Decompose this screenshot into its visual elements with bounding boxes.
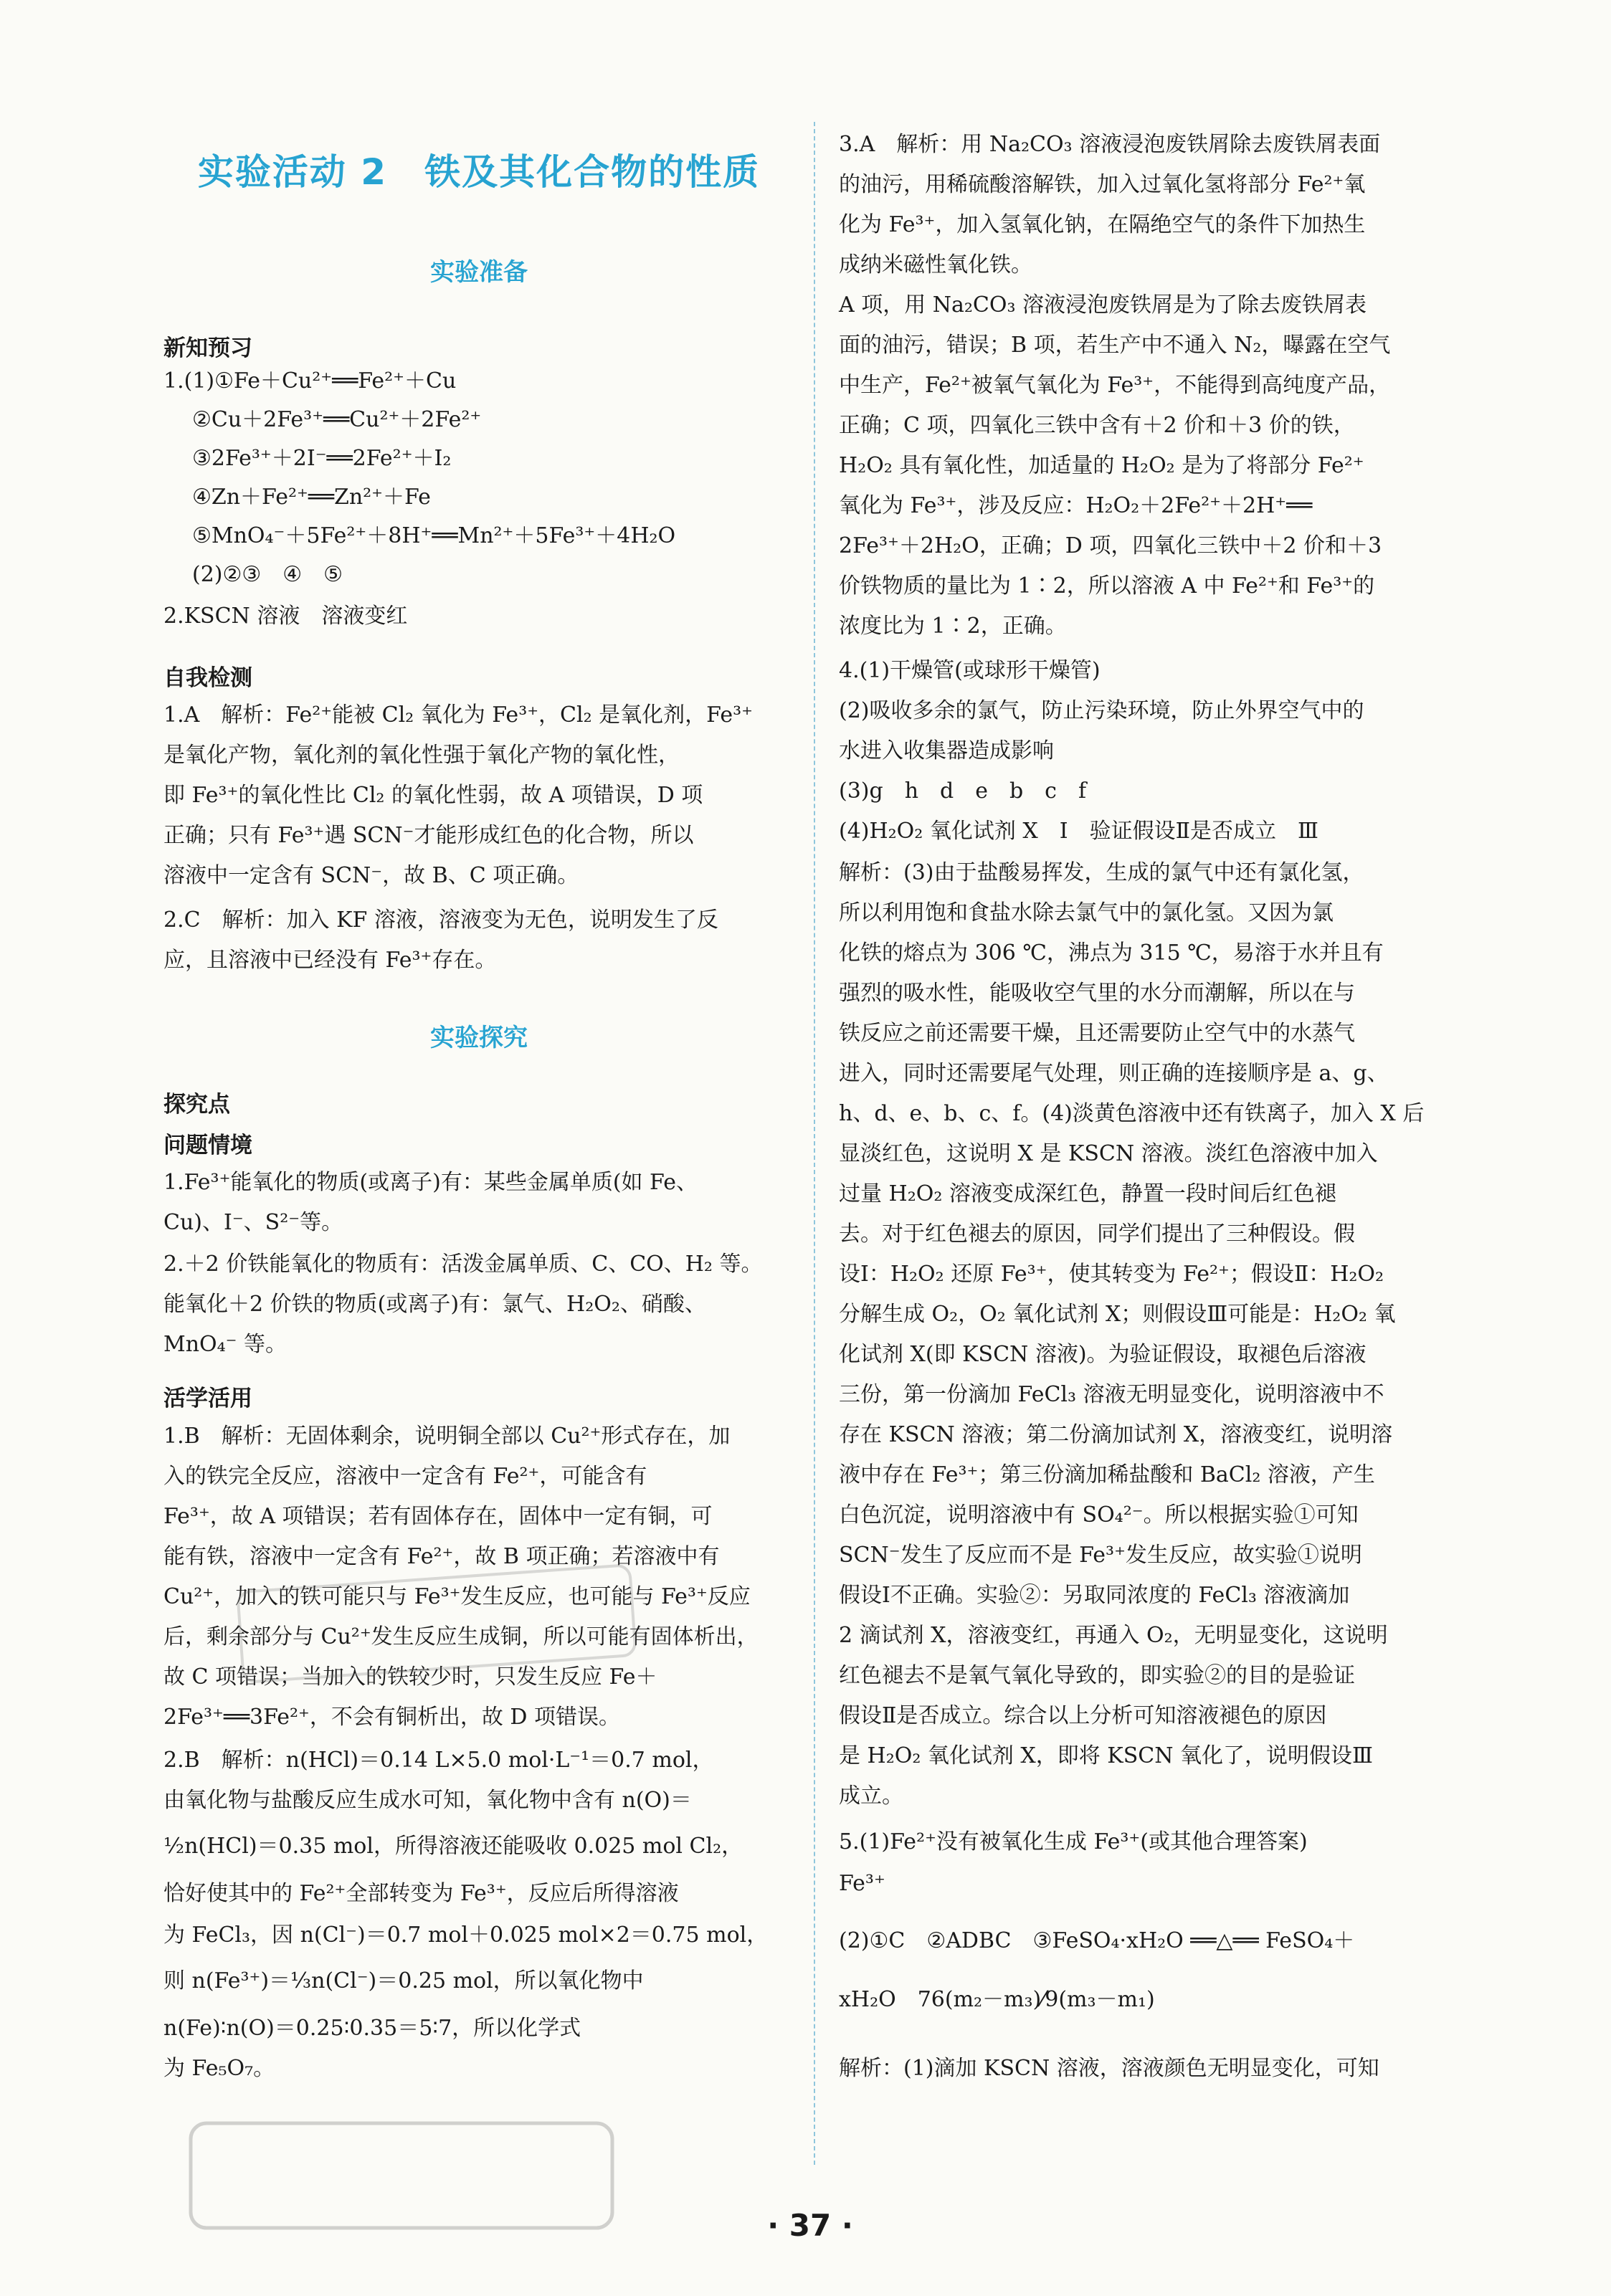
text-line: 假设Ⅰ不正确。实验②：另取同浓度的 FeCl₃ 溶液滴加 [839, 1583, 1350, 1608]
text-line: 解析：(3)由于盐酸易挥发，生成的氯气中还有氯化氢， [839, 860, 1364, 885]
text-line: 由氧化物与盐酸反应生成水可知，氧化物中含有 n(O)＝ [163, 1788, 692, 1813]
text-line: 1.A 解析：Fe²⁺能被 Cl₂ 氧化为 Fe³⁺，Cl₂ 是氧化剂，Fe³⁺ [163, 702, 753, 728]
text-line: Fe³⁺，故 A 项错误；若有固体存在，固体中一定有铜，可 [163, 1504, 713, 1529]
text-line: MnO₄⁻ 等。 [163, 1332, 287, 1357]
text-line: H₂O₂ 具有氧化性，加适量的 H₂O₂ 是为了将部分 Fe²⁺ [839, 453, 1364, 478]
text-line: 三份，第一份滴加 FeCl₃ 溶液无明显变化，说明溶液中不 [839, 1382, 1384, 1407]
text-line: 恰好使其中的 Fe²⁺全部转变为 Fe³⁺，反应后所得溶液 [163, 1881, 679, 1906]
text-line: 应，且溶液中已经没有 Fe³⁺存在。 [163, 948, 497, 973]
text-line: 成立。 [839, 1783, 903, 1809]
text-line: 溶液中一定含有 SCN⁻，故 B、C 项正确。 [163, 863, 579, 888]
text-line: 强烈的吸水性，能吸收空气里的水分而潮解，所以在与 [839, 981, 1355, 1006]
watermark-logo-bottom [186, 2115, 617, 2261]
text-line: 化为 Fe³⁺，加入氢氧化钠，在隔绝空气的条件下加热生 [839, 212, 1366, 237]
text-line: 2.B 解析：n(HCl)＝0.14 L×5.0 mol·L⁻¹＝0.7 mol， [163, 1748, 714, 1773]
text-line: 解析：(1)滴加 KSCN 溶液，溶液颜色无明显变化，可知 [839, 2056, 1379, 2081]
text-line: 假设Ⅱ是否成立。综合以上分析可知溶液褪色的原因 [839, 1703, 1327, 1728]
text-line: (3)g h d e b c f [839, 778, 1087, 804]
text-line: (2)②③ ④ ⑤ [192, 562, 343, 587]
page-title: 实验活动 2 铁及其化合物的性质 [197, 151, 761, 193]
text-line: 中生产，Fe²⁺被氧气氧化为 Fe³⁺，不能得到高纯度产品， [839, 373, 1391, 398]
text-line: Fe³⁺ [839, 1871, 885, 1896]
text-line: h、d、e、b、c、f。(4)淡黄色溶液中还有铁离子，加入 X 后 [839, 1101, 1425, 1126]
text-line: 水进入收集器造成影响 [839, 738, 1054, 763]
text-line: A 项，用 Na₂CO₃ 溶液浸泡废铁屑是为了除去废铁屑表 [839, 292, 1367, 318]
text-line: 为 FeCl₃，因 n(Cl⁻)＝0.7 mol＋0.025 mol×2＝0.75 mol， [163, 1923, 769, 1948]
text-line: 能有铁，溶液中一定含有 Fe²⁺，故 B 项正确；若溶液中有 [163, 1544, 720, 1569]
text-line: 4.(1)干燥管(或球形干燥管) [839, 658, 1101, 683]
text-line: ④Zn＋Fe²⁺══Zn²⁺＋Fe [192, 485, 431, 510]
text-line: 为 Fe₅O₇。 [163, 2056, 275, 2081]
text-line: ⑤MnO₄⁻＋5Fe²⁺＋8H⁺══Mn²⁺＋5Fe³⁺＋4H₂O [192, 523, 676, 548]
text-line: 红色褪去不是氧气氧化导致的，即实验②的目的是验证 [839, 1663, 1355, 1688]
text-line: 价铁物质的量比为 1∶2，所以溶液 A 中 Fe²⁺和 Fe³⁺的 [839, 573, 1375, 599]
text-line: 入的铁完全反应，溶液中一定含有 Fe²⁺，可能含有 [163, 1464, 647, 1489]
text-line: 1.B 解析：无固体剩余，说明铜全部以 Cu²⁺形式存在，加 [163, 1424, 731, 1449]
text-line: 能氧化＋2 价铁的物质(或离子)有：氯气、H₂O₂、硝酸、 [163, 1292, 706, 1317]
column-divider [814, 122, 815, 2165]
text-line: 则 n(Fe³⁺)＝⅓n(Cl⁻)＝0.25 mol，所以氧化物中 [163, 1968, 644, 1993]
text-line: (2)吸收多余的氯气，防止污染环境，防止外界空气中的 [839, 698, 1364, 723]
text-line: 3.A 解析：用 Na₂CO₃ 溶液浸泡废铁屑除去废铁屑表面 [839, 132, 1381, 157]
text-line: xH₂O 76(m₂－m₃)⁄9(m₃－m₁) [839, 1987, 1155, 2012]
section-heading-exploration: 实验探究 [430, 1024, 528, 1052]
text-line: 正确；C 项，四氧化三铁中含有＋2 价和＋3 价的铁， [839, 413, 1355, 438]
text-line: 正确；只有 Fe³⁺遇 SCN⁻才能形成红色的化合物，所以 [163, 823, 694, 848]
text-line: 进入，同时还需要尾气处理，则正确的连接顺序是 a、g、 [839, 1061, 1389, 1086]
text-line: 2Fe³⁺══3Fe²⁺，不会有铜析出，故 D 项错误。 [163, 1705, 621, 1730]
text-line: 故 C 项错误；当加入的铁较少时，只发生反应 Fe＋ [163, 1664, 657, 1690]
text-line: 即 Fe³⁺的氧化性比 Cl₂ 的氧化性弱，故 A 项错误，D 项 [163, 783, 703, 808]
text-line: 所以利用饱和食盐水除去氯气中的氯化氢。又因为氯 [839, 900, 1334, 925]
text-line: SCN⁻发生了反应而不是 Fe³⁺发生反应，故实验①说明 [839, 1543, 1362, 1568]
text-line: 2Fe³⁺＋2H₂O，正确；D 项，四氧化三铁中＋2 价和＋3 [839, 533, 1382, 558]
text-line: 显淡红色，这说明 X 是 KSCN 溶液。淡红色溶液中加入 [839, 1141, 1378, 1166]
subheading-situation: 问题情境 [163, 1133, 252, 1158]
text-line: 的油污，用稀硫酸溶解铁，加入过氧化氢将部分 Fe²⁺氧 [839, 172, 1366, 197]
text-line: Cu²⁺，加入的铁可能只与 Fe³⁺发生反应，也可能与 Fe³⁺反应 [163, 1584, 751, 1609]
watermark-outline-icon [186, 2115, 617, 2237]
text-line: 1.(1)①Fe＋Cu²⁺══Fe²⁺＋Cu [163, 368, 457, 394]
text-line: 存在 KSCN 溶液；第二份滴加试剂 X，溶液变红，说明溶 [839, 1422, 1393, 1447]
text-line: 2.KSCN 溶液 溶液变红 [163, 604, 408, 629]
subheading-selfcheck: 自我检测 [163, 665, 252, 691]
text-line: 成纳米磁性氧化铁。 [839, 252, 1032, 277]
text-line: 2.＋2 价铁能氧化的物质有：活泼金属单质、C、CO、H₂ 等。 [163, 1252, 763, 1277]
watermark-outline-icon [232, 1556, 640, 1692]
text-line: (2)①C ②ADBC ③FeSO₄·xH₂O ══△══ FeSO₄＋ [839, 1928, 1355, 1953]
text-line: 化试剂 X(即 KSCN 溶液)。为验证假设，取褪色后溶液 [839, 1342, 1367, 1367]
text-line: 氧化为 Fe³⁺，涉及反应：H₂O₂＋2Fe²⁺＋2H⁺══ [839, 493, 1313, 518]
text-line: 液中存在 Fe³⁺；第三份滴加稀盐酸和 BaCl₂ 溶液，产生 [839, 1462, 1375, 1487]
page-number: · 37 · [767, 2208, 853, 2243]
text-line: 后，剩余部分与 Cu²⁺发生反应生成铜，所以可能有固体析出， [163, 1624, 759, 1649]
text-line: 白色沉淀，说明溶液中有 SO₄²⁻。所以根据实验①可知 [839, 1502, 1359, 1528]
text-line: 面的油污，错误；B 项，若生产中不通入 N₂，曝露在空气 [839, 333, 1391, 358]
subheading-apply: 活学活用 [163, 1386, 252, 1411]
text-line: Cu)、I⁻、S²⁻等。 [163, 1210, 343, 1235]
text-line: n(Fe)∶n(O)＝0.25∶0.35＝5∶7，所以化学式 [163, 2016, 581, 2041]
text-line: 2.C 解析：加入 KF 溶液，溶液变为无色，说明发生了反 [163, 908, 718, 933]
text-line: 铁反应之前还需要干燥，且还需要防止空气中的水蒸气 [839, 1021, 1355, 1046]
text-line: ½n(HCl)＝0.35 mol，所得溶液还能吸收 0.025 mol Cl₂， [163, 1834, 743, 1859]
text-line: 设Ⅰ：H₂O₂ 还原 Fe³⁺，使其转变为 Fe²⁺；假设Ⅱ：H₂O₂ [839, 1262, 1384, 1287]
text-line: 是 H₂O₂ 氧化试剂 X，即将 KSCN 氧化了，说明假设Ⅲ [839, 1743, 1373, 1768]
text-line: 去。对于红色褪去的原因，同学们提出了三种假设。假 [839, 1221, 1355, 1247]
subheading-explore-point: 探究点 [163, 1092, 230, 1118]
section-heading-preparation: 实验准备 [430, 258, 528, 287]
text-line: 1.Fe³⁺能氧化的物质(或离子)有：某些金属单质(如 Fe、 [163, 1170, 698, 1195]
text-line: ②Cu＋2Fe³⁺══Cu²⁺＋2Fe²⁺ [192, 407, 482, 432]
text-line: 分解生成 O₂，O₂ 氧化试剂 X；则假设Ⅲ可能是：H₂O₂ 氧 [839, 1302, 1396, 1327]
text-line: 是氧化产物，氧化剂的氧化性强于氧化产物的氧化性， [163, 743, 680, 768]
text-line: 过量 H₂O₂ 溶液变成深红色，静置一段时间后红色褪 [839, 1181, 1336, 1206]
text-line: (4)H₂O₂ 氧化试剂 X Ⅰ 验证假设Ⅱ是否成立 Ⅲ [839, 819, 1318, 844]
text-line: 浓度比为 1∶2，正确。 [839, 614, 1067, 639]
text-line: 2 滴试剂 X，溶液变红，再通入 O₂，无明显变化，这说明 [839, 1623, 1388, 1648]
subheading-preview: 新知预习 [163, 335, 252, 361]
text-line: 5.(1)Fe²⁺没有被氧化生成 Fe³⁺(或其他合理答案) [839, 1829, 1308, 1854]
text-line: 化铁的熔点为 306 ℃，沸点为 315 ℃，易溶于水并且有 [839, 940, 1384, 966]
text-line: ③2Fe³⁺＋2I⁻══2Fe²⁺＋I₂ [192, 446, 452, 471]
